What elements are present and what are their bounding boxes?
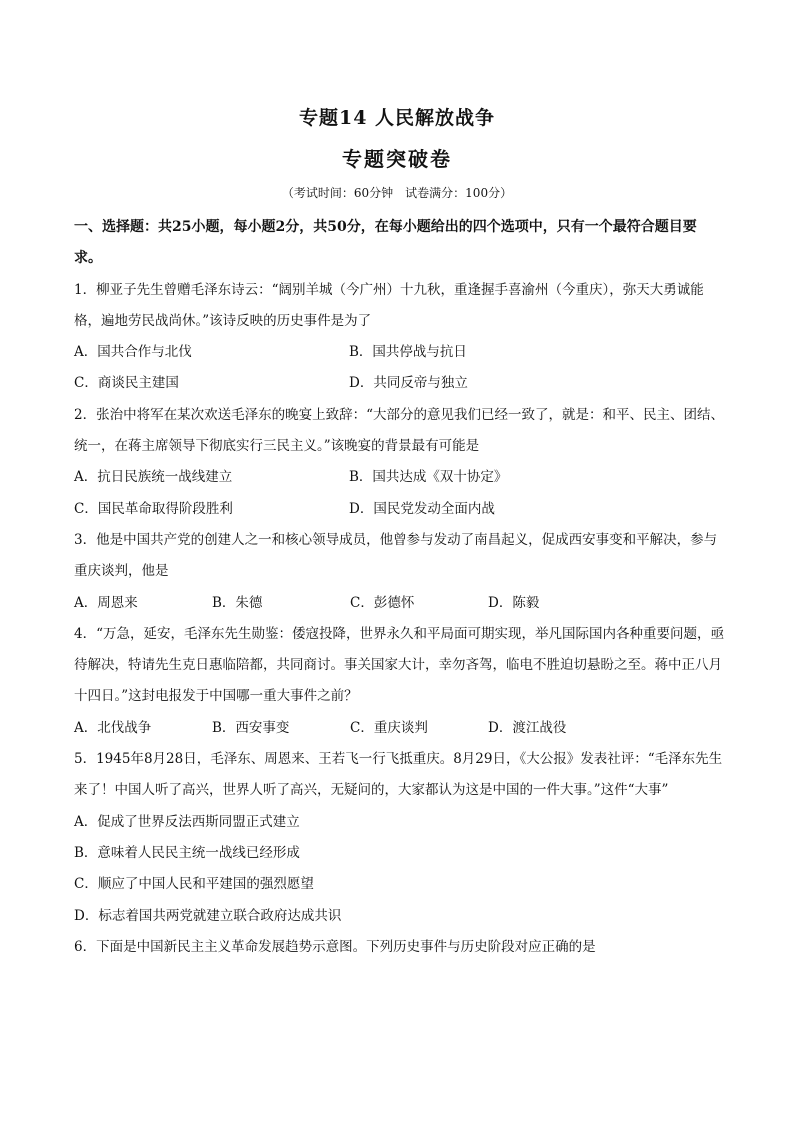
- question-6-stem: 6．下面是中国新民主主义革命发展趋势示意图。下列历史事件与历史阶段对应正确的是: [74, 938, 596, 955]
- question-2-option-b: B．国共达成《双十协定》: [349, 469, 508, 486]
- question-1-options-row2: [74, 368, 724, 399]
- question-2-option-d: D．国民党发动全面内战: [349, 500, 495, 517]
- page-title: 专题14 人民解放战争: [298, 107, 496, 129]
- question-3-option-a: A．周恩来: [74, 594, 138, 611]
- question-2-options: [74, 462, 724, 493]
- question-3-stem: 3．他是中国共产党的创建人之一和核心领导成员，他曾参与发动了南昌起义，促成西安事变和平解决，参与重庆谈判，他是: [74, 531, 718, 580]
- question-4-stem: 4．“万急，延安，毛泽东先生勋鉴：倭寇投降，世界永久和平局面可期实现，举凡国际国内各种重要问题，亟待解决，特请先生克日惠临陪都，共同商讨。事关国家大计，幸勿吝驾，临电不胜迫切悬盼之至。蒋中正八月十四日。”这封电报发于中国哪一重大事件之前？: [74, 625, 724, 705]
- question-2-option-a: A．抗日民族统一战线建立: [74, 469, 233, 486]
- section-heading: 一、选择题：共25小题，每小题2分，共50分，在每小题给出的四个选项中，只有一个最符合题目要求。: [74, 219, 697, 267]
- question-3-option-d: D．陈毅: [488, 594, 540, 611]
- question-2-options-row2: [74, 494, 724, 525]
- question-1-option-d: D．共同反帝与独立: [349, 375, 468, 392]
- question-3-options: [74, 588, 724, 619]
- question-5-stem: 5．1945年8月28日，毛泽东、周恩来、王若飞一行飞抵重庆。8月29日，《大公报》发表社评：“毛泽东先生来了！中国人听了高兴，世界人听了高兴，无疑问的，大家都认为这是中国的一件大事。”这件“大事”: [74, 751, 723, 799]
- question-5-option-d: D．标志着国共两党就建立联合政府达成共识: [74, 907, 342, 924]
- question-3-option-c: C．彭德怀: [350, 594, 415, 611]
- exam-info: （考试时间：60分钟 试卷满分：100分）: [281, 186, 513, 200]
- question-4-option-a: A．北伐战争: [74, 719, 152, 736]
- question-1-option-b: B．国共停战与抗日: [349, 344, 467, 361]
- question-5-option-a: A．促成了世界反法西斯同盟正式建立: [74, 813, 300, 830]
- question-content: [74, 212, 724, 963]
- question-5-option-b: B．意味着人民民主统一战线已经形成: [74, 844, 300, 861]
- page-subtitle: 专题突破卷: [342, 147, 452, 171]
- question-1-stem: 1．柳亚子先生曾赠毛泽东诗云：“阔别羊城（今广州）十九秋，重逢握手喜渝州（今重庆），弥天大勇诚能格，遍地劳民战尚休。”该诗反映的历史事件是为了: [74, 281, 704, 329]
- question-4-option-c: C．重庆谈判: [350, 719, 428, 736]
- question-5-option-c: C．顺应了中国人民和平建国的强烈愿望: [74, 876, 314, 893]
- question-2-stem: 2．张治中将军在某次欢送毛泽东的晚宴上致辞：“大部分的意见我们已经一致了，就是：和平、民主、团结、统一，在蒋主席领导下彻底实行三民主义。”该晚宴的背景最有可能是: [74, 406, 724, 455]
- question-1-option-c: C．商谈民主建国: [74, 375, 179, 392]
- question-3-option-b: B．朱德: [212, 594, 263, 611]
- question-4-option-d: D．渡江战役: [488, 719, 567, 736]
- question-4-option-b: B．西安事变: [212, 719, 290, 736]
- question-4-options: [74, 713, 724, 744]
- question-1-options: [74, 337, 724, 368]
- question-2-option-c: C．国民革命取得阶段胜利: [74, 500, 233, 517]
- question-1-option-a: A．国共合作与北伐: [74, 344, 192, 361]
